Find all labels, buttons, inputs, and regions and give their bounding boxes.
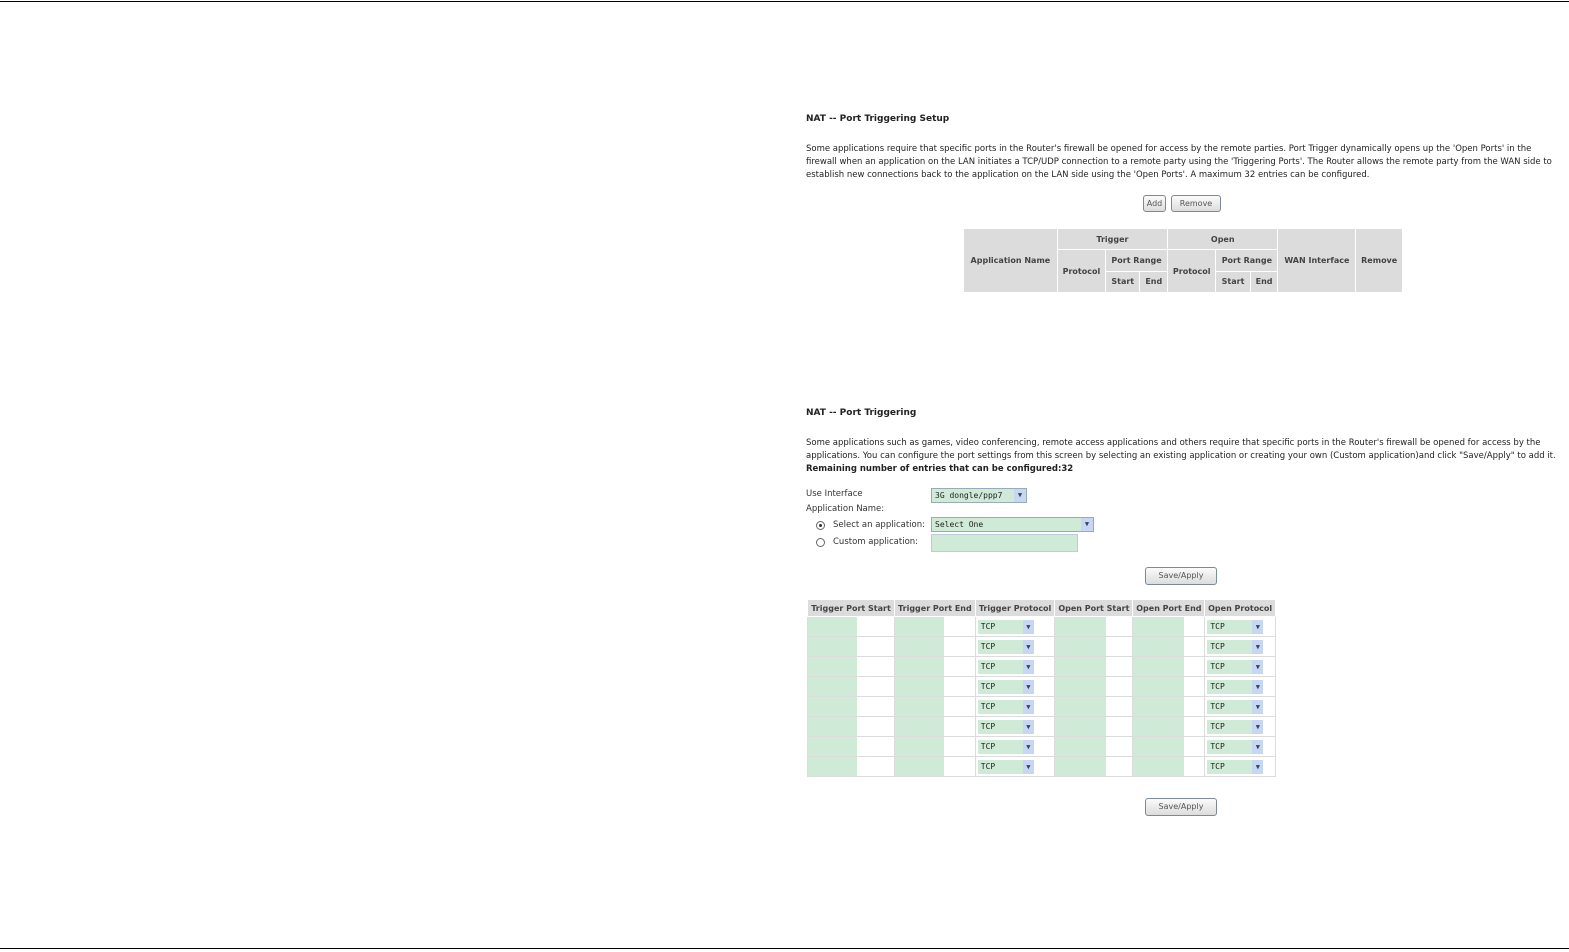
open-port-end-cell — [1133, 697, 1205, 717]
open-protocol-cell — [1205, 737, 1276, 757]
use-interface-label: Use Interface — [806, 489, 863, 499]
col-open: Open — [1168, 229, 1278, 250]
trigger-protocol-value: TCP — [980, 641, 996, 651]
trigger-protocol-cell — [975, 657, 1055, 677]
chevron-down-icon: ▼ — [1252, 680, 1263, 694]
open-port-start-cell — [1055, 657, 1133, 677]
col-remove: Remove — [1356, 229, 1403, 293]
trigger-port-start-input[interactable] — [808, 617, 857, 636]
chevron-down-icon: ▼ — [1023, 700, 1034, 714]
trigger-protocol-select[interactable] — [978, 740, 1034, 754]
select-application-dropdown[interactable] — [931, 517, 1094, 532]
open-protocol-value: TCP — [1210, 681, 1225, 691]
top-rule — [0, 1, 1569, 2]
table-row — [808, 717, 1276, 737]
col-open-port-end: Open Port End — [1133, 600, 1205, 617]
table-row — [808, 677, 1276, 697]
trigger-protocol-value: TCP — [980, 661, 996, 671]
open-port-end-input[interactable] — [1133, 657, 1184, 676]
setup-title: NAT -- Port Triggering Setup — [806, 114, 950, 124]
trigger-protocol-select[interactable] — [978, 680, 1034, 694]
trigger-protocol-cell — [975, 677, 1055, 697]
col-open-start: Start — [1216, 271, 1250, 292]
custom-application-radio[interactable] — [816, 538, 825, 547]
open-port-end-input[interactable] — [1133, 757, 1184, 776]
trigger-protocol-value: TCP — [980, 621, 996, 631]
port-triggering-setup-table — [963, 228, 1403, 293]
trigger-protocol-cell — [975, 757, 1055, 777]
open-port-end-cell — [1133, 677, 1205, 697]
trigger-port-end-input[interactable] — [895, 657, 944, 676]
open-protocol-value: TCP — [1210, 701, 1225, 711]
trigger-port-end-input[interactable] — [895, 717, 944, 736]
col-application-name: Application Name — [964, 229, 1058, 293]
chevron-down-icon: ▼ — [1252, 700, 1263, 714]
open-protocol-select[interactable] — [1207, 680, 1263, 694]
trigger-protocol-value: TCP — [980, 761, 996, 771]
trigger-port-start-input[interactable] — [808, 757, 857, 776]
open-protocol-cell — [1205, 617, 1276, 637]
col-open-protocol: Open Protocol — [1205, 600, 1276, 617]
open-protocol-cell — [1205, 757, 1276, 777]
trigger-title: NAT -- Port Triggering — [806, 408, 917, 418]
open-protocol-select[interactable] — [1207, 740, 1263, 754]
trigger-port-start-cell — [808, 757, 895, 777]
open-protocol-cell — [1205, 697, 1276, 717]
open-protocol-select[interactable] — [1207, 700, 1263, 714]
remove-button[interactable]: Remove — [1171, 195, 1221, 212]
open-port-end-input[interactable] — [1133, 697, 1184, 716]
trigger-port-start-input[interactable] — [808, 697, 857, 716]
open-port-start-input[interactable] — [1055, 677, 1106, 696]
chevron-down-icon: ▼ — [1252, 760, 1263, 774]
save-apply-button-bottom[interactable]: Save/Apply — [1145, 798, 1217, 816]
trigger-panel — [806, 407, 1556, 476]
port-trigger-entries-table — [807, 599, 1276, 777]
trigger-port-end-cell — [894, 677, 975, 697]
open-protocol-select[interactable] — [1207, 660, 1263, 674]
open-protocol-value: TCP — [1210, 621, 1225, 631]
chevron-down-icon: ▼ — [1023, 640, 1034, 654]
open-port-start-input[interactable] — [1055, 757, 1106, 776]
select-application-radio[interactable] — [816, 521, 825, 530]
trigger-port-end-input[interactable] — [895, 697, 944, 716]
trigger-port-start-cell — [808, 697, 895, 717]
open-protocol-cell — [1205, 657, 1276, 677]
open-port-start-cell — [1055, 697, 1133, 717]
open-protocol-select[interactable] — [1207, 640, 1263, 654]
setup-description: Some applications require that specific ports in the Router's firewall be opened for access by the remote parties. Port Trigger dynamically opens up the 'Open Ports' in the firewall when an application on the LAN initiates a TCP/UDP connection to a remote party using the 'Triggering Ports'. The Router allows the remote party from the WAN side to establish new connections back to the application on the LAN side using the 'Open Ports'. A maximum 32 entries can be configured. — [806, 144, 1552, 180]
open-protocol-value: TCP — [1210, 661, 1225, 671]
trigger-port-start-cell — [808, 677, 895, 697]
col-open-end: End — [1250, 271, 1278, 292]
trigger-port-start-input[interactable] — [808, 737, 857, 756]
trigger-port-end-input[interactable] — [895, 637, 944, 656]
open-protocol-cell — [1205, 677, 1276, 697]
col-trigger-port-end: Trigger Port End — [894, 600, 975, 617]
trigger-protocol-value: TCP — [980, 721, 996, 731]
chevron-down-icon: ▼ — [1023, 660, 1034, 674]
trigger-port-start-cell — [808, 717, 895, 737]
open-port-start-input[interactable] — [1055, 697, 1106, 716]
open-port-end-cell — [1133, 737, 1205, 757]
open-port-end-input[interactable] — [1133, 717, 1184, 736]
select-application-label: Select an application: — [833, 520, 925, 530]
trigger-port-start-cell — [808, 617, 895, 637]
open-port-end-cell — [1133, 757, 1205, 777]
save-apply-button-top[interactable]: Save/Apply — [1145, 567, 1217, 585]
open-port-start-cell — [1055, 717, 1133, 737]
open-port-start-input[interactable] — [1055, 737, 1106, 756]
open-protocol-cell — [1205, 717, 1276, 737]
open-port-end-input[interactable] — [1133, 737, 1184, 756]
chevron-down-icon: ▼ — [1023, 720, 1034, 734]
trigger-protocol-select[interactable] — [978, 640, 1034, 654]
open-port-start-input[interactable] — [1055, 637, 1106, 656]
trigger-port-start-input[interactable] — [808, 637, 857, 656]
open-protocol-value: TCP — [1210, 761, 1225, 771]
open-protocol-value: TCP — [1210, 721, 1225, 731]
trigger-port-end-input[interactable] — [895, 677, 944, 696]
col-open-protocol: Protocol — [1168, 250, 1216, 293]
chevron-down-icon: ▼ — [1252, 640, 1263, 654]
open-port-end-cell — [1133, 637, 1205, 657]
trigger-protocol-value: TCP — [980, 701, 996, 711]
open-protocol-value: TCP — [1210, 641, 1225, 651]
trigger-port-start-cell — [808, 737, 895, 757]
open-protocol-value: TCP — [1210, 741, 1225, 751]
col-trigger-port-start: Trigger Port Start — [808, 600, 895, 617]
trigger-protocol-cell — [975, 697, 1055, 717]
trigger-port-start-input[interactable] — [808, 677, 857, 696]
col-trigger: Trigger — [1057, 229, 1167, 250]
table-row — [808, 617, 1276, 637]
trigger-description: Some applications such as games, video conferencing, remote access applications and others require that specific ports in the Router's firewall be opened for access by the applications. You can configure the port settings from this screen by selecting an existing application or creating your own (Custom application)and click "Save/Apply" to add it. — [806, 438, 1556, 461]
open-port-start-cell — [1055, 757, 1133, 777]
setup-panel — [806, 113, 1556, 182]
use-interface-value: 3G dongle/ppp7 — [935, 491, 1003, 500]
col-open-port-range: Port Range — [1216, 250, 1278, 271]
trigger-protocol-select[interactable] — [978, 700, 1034, 714]
open-port-end-cell — [1133, 717, 1205, 737]
custom-application-input[interactable] — [931, 534, 1078, 552]
open-port-end-cell — [1133, 657, 1205, 677]
open-protocol-select[interactable] — [1207, 720, 1263, 734]
remaining-entries: Remaining number of entries that can be configured:32 — [806, 464, 1074, 474]
application-name-label: Application Name: — [806, 504, 885, 514]
open-port-end-input[interactable] — [1133, 637, 1184, 656]
trigger-port-end-input[interactable] — [895, 617, 944, 636]
trigger-port-end-cell — [894, 717, 975, 737]
col-wan-interface: WAN Interface — [1278, 229, 1356, 293]
trigger-port-end-cell — [894, 737, 975, 757]
col-trigger-end: End — [1140, 271, 1168, 292]
open-protocol-select[interactable] — [1207, 760, 1263, 774]
open-port-end-input[interactable] — [1133, 677, 1184, 696]
select-application-value: Select One — [935, 520, 984, 529]
col-trigger-protocol: Protocol — [1057, 250, 1105, 293]
chevron-down-icon: ▼ — [1252, 740, 1263, 754]
trigger-port-start-cell — [808, 657, 895, 677]
custom-application-label: Custom application: — [833, 537, 919, 547]
open-protocol-select[interactable] — [1207, 620, 1263, 634]
trigger-protocol-select[interactable] — [978, 660, 1034, 674]
table-row — [808, 757, 1276, 777]
trigger-protocol-select[interactable] — [978, 720, 1034, 734]
open-port-end-cell — [1133, 617, 1205, 637]
open-port-start-input[interactable] — [1055, 717, 1106, 736]
open-port-start-input[interactable] — [1055, 657, 1106, 676]
trigger-port-end-cell — [894, 757, 975, 777]
trigger-port-end-cell — [894, 637, 975, 657]
trigger-protocol-value: TCP — [980, 681, 996, 691]
table-row — [808, 657, 1276, 677]
trigger-port-start-cell — [808, 637, 895, 657]
trigger-port-end-input[interactable] — [895, 757, 944, 776]
trigger-port-end-cell — [894, 617, 975, 637]
trigger-protocol-cell — [975, 737, 1055, 757]
open-port-start-cell — [1055, 677, 1133, 697]
chevron-down-icon: ▼ — [1081, 518, 1093, 531]
table-row — [808, 637, 1276, 657]
chevron-down-icon: ▼ — [1252, 620, 1263, 634]
col-trigger-start: Start — [1106, 271, 1140, 292]
col-trigger-protocol: Trigger Protocol — [975, 600, 1055, 617]
chevron-down-icon: ▼ — [1252, 720, 1263, 734]
trigger-port-end-cell — [894, 697, 975, 717]
trigger-protocol-select[interactable] — [978, 620, 1034, 634]
chevron-down-icon: ▼ — [1252, 660, 1263, 674]
open-port-start-input[interactable] — [1055, 617, 1106, 636]
open-port-start-cell — [1055, 737, 1133, 757]
chevron-down-icon: ▼ — [1014, 489, 1026, 502]
trigger-port-start-input[interactable] — [808, 657, 857, 676]
col-open-port-start: Open Port Start — [1055, 600, 1133, 617]
trigger-port-start-input[interactable] — [808, 717, 857, 736]
col-trigger-port-range: Port Range — [1106, 250, 1168, 271]
trigger-protocol-cell — [975, 617, 1055, 637]
trigger-protocol-cell — [975, 637, 1055, 657]
chevron-down-icon: ▼ — [1023, 760, 1034, 774]
trigger-protocol-select[interactable] — [978, 760, 1034, 774]
open-port-end-input[interactable] — [1133, 617, 1184, 636]
table-row — [808, 737, 1276, 757]
trigger-protocol-cell — [975, 717, 1055, 737]
bottom-rule — [0, 948, 1569, 949]
trigger-port-end-cell — [894, 657, 975, 677]
chevron-down-icon: ▼ — [1023, 620, 1034, 634]
chevron-down-icon: ▼ — [1023, 680, 1034, 694]
use-interface-select[interactable] — [931, 488, 1027, 503]
open-port-start-cell — [1055, 617, 1133, 637]
table-row — [808, 697, 1276, 717]
add-button[interactable]: Add — [1143, 195, 1166, 212]
trigger-protocol-value: TCP — [980, 741, 996, 751]
open-port-start-cell — [1055, 637, 1133, 657]
trigger-port-end-input[interactable] — [895, 737, 944, 756]
open-protocol-cell — [1205, 637, 1276, 657]
chevron-down-icon: ▼ — [1023, 740, 1034, 754]
